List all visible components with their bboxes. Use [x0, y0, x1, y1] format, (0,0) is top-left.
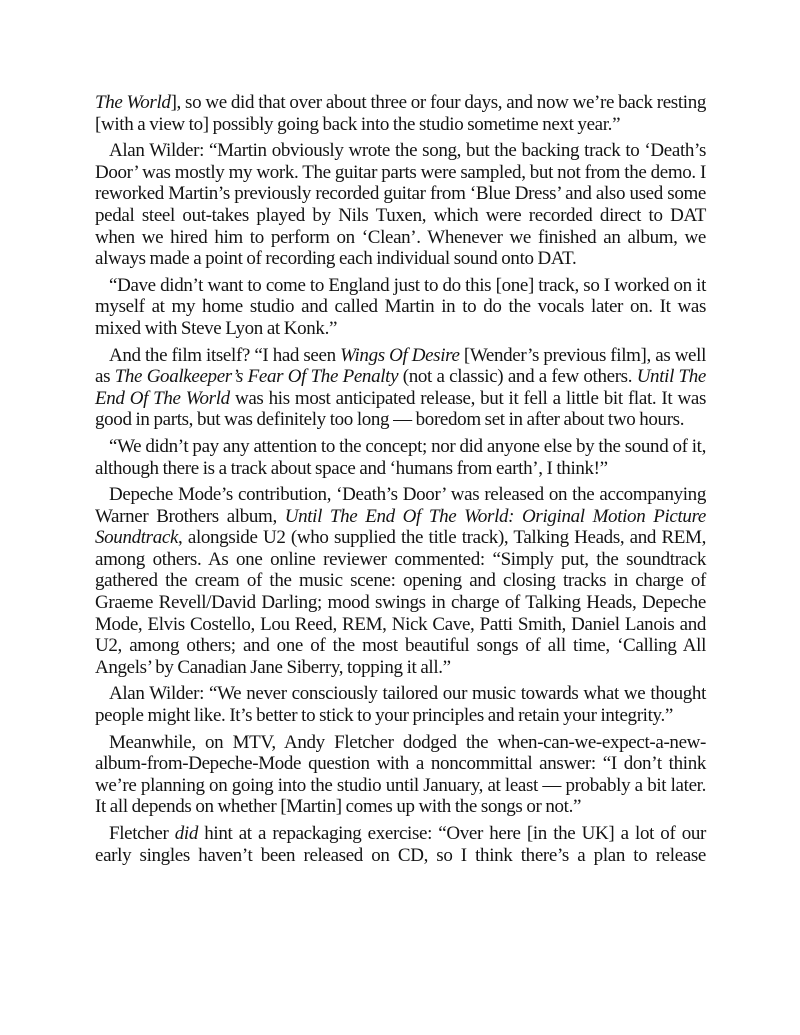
paragraph-text: “We didn’t pay any attention to the concept; nor did anyone else by the sound of it, although there is a track about space and ‘humans from earth’, I think!” [95, 435, 706, 479]
paragraph-text: Alan Wilder: “Martin obviously wrote the song, but the backing track to ‘Death’s Door’ was mostly my work. The guitar parts were sampled, but not from the demo. I reworked Martin’s previously recorded guitar from ‘Blue Dress’ and also used some pedal steel out-takes played by Nils Tuxen, which were recorded direct to DAT when we hired him to perform on ‘Clean’. Whenever we finished an album, we always made a point of recording each individual sound onto DAT. [95, 140, 706, 270]
paragraph-text: ], so we did that over about three or four days, and now we’re back resting [with a view to] possibly going back into the studio sometime next year.” [95, 92, 706, 135]
italic-title: Until The End Of The World: Original Motion Picture Soundtrack [95, 505, 706, 549]
paragraph-text: Fletcher [109, 823, 175, 844]
paragraph-film-itself [95, 345, 706, 431]
italic-title: Wings Of Desire [340, 344, 460, 366]
paragraph-text: , alongside U2 (who supplied the title track), Talking Heads, and REM, among others. As one online reviewer commented: “Simply put, the soundtrack gathered the cream of the music scene: opening and closing tracks in charge of Graeme Revell/David Darling; mood swings in charge of Talking Heads, Depeche Mode, Elvis Costello, Lou Reed, REM, Nick Cave, Patti Smith, Daniel Lanois and U2, among others; and one of the most beautiful songs of all time, ‘Calling All Angels’ by Canadian Jane Siberry, topping it all.” [95, 527, 706, 678]
paragraph-wilder-principles [95, 683, 706, 726]
paragraph-wilder-backing-track [95, 140, 706, 270]
paragraph-text: Alan Wilder: “We never consciously tailored our music towards what we thought people might like. It’s better to stick to your principles and retain your integrity.” [95, 683, 706, 727]
paragraph-text: [Wender’s previous film], as well as [95, 344, 707, 388]
paragraph-text: Depeche Mode’s contribution, ‘Death’s Door’ was released on the accompanying Warner Brothers album, [95, 484, 706, 527]
paragraph-concept [95, 436, 706, 479]
italic-title: Until The End Of The World [95, 366, 706, 409]
italic-title: The World [95, 92, 171, 113]
paragraph-text: hint at a repackaging exercise: “Over here [in the UK] a lot of our early singles haven’t been released on CD, so I think there’s a plan to release [95, 823, 707, 866]
paragraph-text: was his most anticipated release, but it fell a little bit flat. It was good in parts, but was definitely too long — boredom set in after about two hours. [95, 387, 707, 431]
paragraph-soundtrack [95, 484, 706, 678]
paragraph-mtv-fletcher [95, 732, 706, 818]
paragraph-text: (not a classic) and a few others. [398, 366, 637, 388]
paragraph-text: Meanwhile, on MTV, Andy Fletcher dodged the when-can-we-expect-a-new-album-from-Depeche-Mode question with a noncommittal answer: “I don’t think we’re planning on going into the studio until January, at least — probably a bit later. It all depends on whether [Martin] comes up with the songs or not.” [95, 731, 706, 818]
book-page [95, 92, 706, 871]
paragraph-continued [95, 92, 706, 135]
paragraph-text: “Dave didn’t want to come to England just to do this [one] track, so I worked on it myself at my home studio and called Martin in to do the vocals later on. It was mixed with Steve Lyon at Konk.” [95, 274, 706, 339]
italic-emphasis: did [174, 823, 198, 844]
italic-title: The Goalkeeper’s Fear Of The Penalty [114, 366, 399, 388]
paragraph-dave-england [95, 275, 706, 340]
paragraph-text: And the film itself? “I had seen [109, 344, 341, 366]
paragraph-repackaging [95, 823, 706, 866]
